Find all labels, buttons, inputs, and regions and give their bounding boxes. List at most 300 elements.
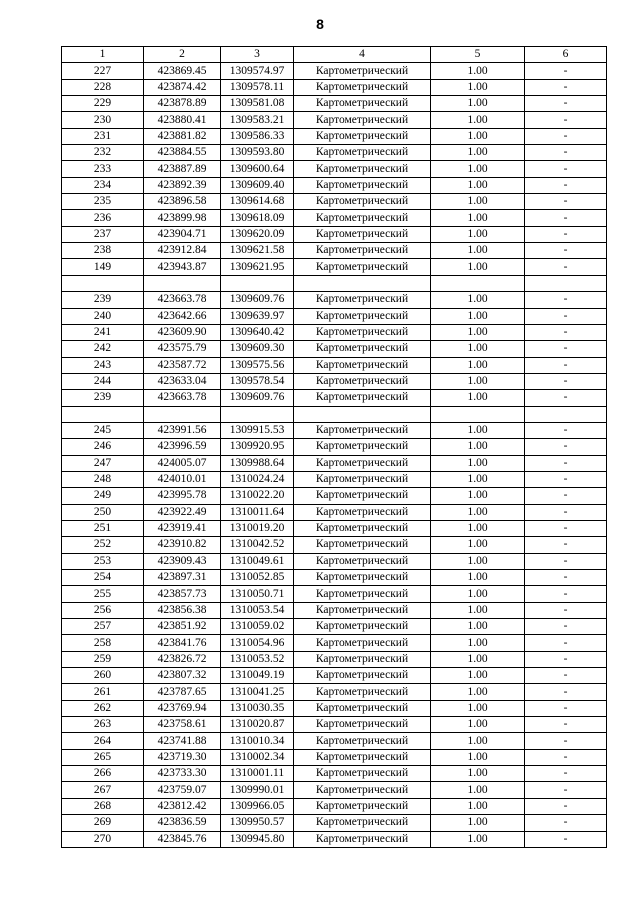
x-coordinate-cell: 423922.49 <box>144 504 221 520</box>
y-coordinate-cell: 1310054.96 <box>221 635 294 651</box>
y-coordinate-cell: 1309990.01 <box>221 782 294 798</box>
accuracy-cell: 1.00 <box>431 177 525 193</box>
x-coordinate-cell: 423845.76 <box>144 831 221 847</box>
method-cell: Картометрический <box>294 79 431 95</box>
point-number-cell: 264 <box>62 733 144 749</box>
accuracy-cell: 1.00 <box>431 619 525 635</box>
point-number-cell <box>62 275 144 291</box>
y-coordinate-cell: 1309609.30 <box>221 341 294 357</box>
note-cell: - <box>525 488 607 504</box>
point-number-cell: 266 <box>62 766 144 782</box>
accuracy-cell: 1.00 <box>431 390 525 406</box>
x-coordinate-cell: 423904.71 <box>144 226 221 242</box>
y-coordinate-cell: 1310050.71 <box>221 586 294 602</box>
point-number-cell: 265 <box>62 749 144 765</box>
point-number-cell: 249 <box>62 488 144 504</box>
method-cell: Картометрический <box>294 422 431 438</box>
accuracy-cell: 1.00 <box>431 161 525 177</box>
accuracy-cell: 1.00 <box>431 504 525 520</box>
point-number-cell: 254 <box>62 570 144 586</box>
y-coordinate-cell: 1309583.21 <box>221 112 294 128</box>
table-row <box>62 324 607 340</box>
method-cell: Картометрический <box>294 798 431 814</box>
point-number-cell: 258 <box>62 635 144 651</box>
y-coordinate-cell: 1310011.64 <box>221 504 294 520</box>
y-coordinate-cell: 1309966.05 <box>221 798 294 814</box>
method-cell: Картометрический <box>294 390 431 406</box>
x-coordinate-cell: 423878.89 <box>144 96 221 112</box>
method-cell: Картометрический <box>294 96 431 112</box>
note-cell: - <box>525 161 607 177</box>
method-cell: Картометрический <box>294 161 431 177</box>
note-cell: - <box>525 324 607 340</box>
note-cell: - <box>525 128 607 144</box>
header-cell-3: 3 <box>221 47 294 63</box>
table-row <box>62 684 607 700</box>
table-row <box>62 782 607 798</box>
note-cell: - <box>525 619 607 635</box>
y-coordinate-cell: 1309578.54 <box>221 373 294 389</box>
table-row <box>62 243 607 259</box>
table-row <box>62 422 607 438</box>
point-number-cell: 149 <box>62 259 144 275</box>
accuracy-cell: 1.00 <box>431 96 525 112</box>
method-cell: Картометрический <box>294 733 431 749</box>
accuracy-cell: 1.00 <box>431 145 525 161</box>
method-cell: Картометрический <box>294 357 431 373</box>
x-coordinate-cell: 423851.92 <box>144 619 221 635</box>
method-cell: Картометрический <box>294 815 431 831</box>
table-row <box>62 63 607 79</box>
table-row <box>62 635 607 651</box>
accuracy-cell: 1.00 <box>431 684 525 700</box>
note-cell: - <box>525 96 607 112</box>
note-cell: - <box>525 602 607 618</box>
accuracy-cell: 1.00 <box>431 700 525 716</box>
coordinates-table <box>61 46 607 848</box>
method-cell: Картометрический <box>294 243 431 259</box>
note-cell: - <box>525 553 607 569</box>
note-cell: - <box>525 717 607 733</box>
point-number-cell: 227 <box>62 63 144 79</box>
table-row <box>62 749 607 765</box>
y-coordinate-cell: 1309581.08 <box>221 96 294 112</box>
x-coordinate-cell: 423874.42 <box>144 79 221 95</box>
x-coordinate-cell: 423733.30 <box>144 766 221 782</box>
point-number-cell: 228 <box>62 79 144 95</box>
y-coordinate-cell <box>221 406 294 422</box>
method-cell: Картометрический <box>294 749 431 765</box>
table-row <box>62 471 607 487</box>
y-coordinate-cell: 1309586.33 <box>221 128 294 144</box>
point-number-cell: 261 <box>62 684 144 700</box>
y-coordinate-cell: 1310020.87 <box>221 717 294 733</box>
note-cell <box>525 275 607 291</box>
accuracy-cell: 1.00 <box>431 259 525 275</box>
point-number-cell: 257 <box>62 619 144 635</box>
method-cell: Картометрический <box>294 194 431 210</box>
point-number-cell: 243 <box>62 357 144 373</box>
method-cell: Картометрический <box>294 684 431 700</box>
accuracy-cell: 1.00 <box>431 815 525 831</box>
y-coordinate-cell: 1309639.97 <box>221 308 294 324</box>
x-coordinate-cell: 423826.72 <box>144 651 221 667</box>
method-cell: Картометрический <box>294 537 431 553</box>
table-row <box>62 406 607 422</box>
y-coordinate-cell: 1310010.34 <box>221 733 294 749</box>
point-number-cell: 270 <box>62 831 144 847</box>
note-cell: - <box>525 570 607 586</box>
accuracy-cell: 1.00 <box>431 79 525 95</box>
accuracy-cell: 1.00 <box>431 553 525 569</box>
method-cell: Картометрический <box>294 651 431 667</box>
accuracy-cell: 1.00 <box>431 831 525 847</box>
method-cell: Картометрический <box>294 439 431 455</box>
y-coordinate-cell: 1310052.85 <box>221 570 294 586</box>
point-number-cell: 267 <box>62 782 144 798</box>
x-coordinate-cell: 423759.07 <box>144 782 221 798</box>
table-row <box>62 766 607 782</box>
point-number-cell: 239 <box>62 292 144 308</box>
y-coordinate-cell: 1309614.68 <box>221 194 294 210</box>
accuracy-cell: 1.00 <box>431 717 525 733</box>
accuracy-cell: 1.00 <box>431 488 525 504</box>
x-coordinate-cell: 423912.84 <box>144 243 221 259</box>
x-coordinate-cell: 423642.66 <box>144 308 221 324</box>
x-coordinate-cell: 423812.42 <box>144 798 221 814</box>
note-cell: - <box>525 226 607 242</box>
accuracy-cell: 1.00 <box>431 537 525 553</box>
y-coordinate-cell: 1309609.76 <box>221 292 294 308</box>
x-coordinate-cell: 423880.41 <box>144 112 221 128</box>
x-coordinate-cell: 423897.31 <box>144 570 221 586</box>
table-row <box>62 292 607 308</box>
method-cell: Картометрический <box>294 520 431 536</box>
table-row <box>62 112 607 128</box>
y-coordinate-cell: 1309988.64 <box>221 455 294 471</box>
point-number-cell: 252 <box>62 537 144 553</box>
note-cell: - <box>525 471 607 487</box>
accuracy-cell: 1.00 <box>431 749 525 765</box>
note-cell: - <box>525 79 607 95</box>
x-coordinate-cell: 423884.55 <box>144 145 221 161</box>
method-cell: Картометрический <box>294 455 431 471</box>
point-number-cell: 238 <box>62 243 144 259</box>
table-row <box>62 210 607 226</box>
header-cell-4: 4 <box>294 47 431 63</box>
point-number-cell: 231 <box>62 128 144 144</box>
method-cell: Картометрический <box>294 63 431 79</box>
y-coordinate-cell: 1309609.76 <box>221 390 294 406</box>
x-coordinate-cell: 423769.94 <box>144 700 221 716</box>
y-coordinate-cell: 1309618.09 <box>221 210 294 226</box>
note-cell: - <box>525 831 607 847</box>
y-coordinate-cell: 1309578.11 <box>221 79 294 95</box>
x-coordinate-cell: 423719.30 <box>144 749 221 765</box>
method-cell: Картометрический <box>294 324 431 340</box>
accuracy-cell: 1.00 <box>431 586 525 602</box>
accuracy-cell: 1.00 <box>431 766 525 782</box>
y-coordinate-cell: 1309593.80 <box>221 145 294 161</box>
method-cell: Картометрический <box>294 700 431 716</box>
x-coordinate-cell: 423892.39 <box>144 177 221 193</box>
method-cell: Картометрический <box>294 619 431 635</box>
y-coordinate-cell: 1310002.34 <box>221 749 294 765</box>
y-coordinate-cell: 1310053.52 <box>221 651 294 667</box>
table-row <box>62 357 607 373</box>
y-coordinate-cell: 1310041.25 <box>221 684 294 700</box>
point-number-cell: 230 <box>62 112 144 128</box>
accuracy-cell: 1.00 <box>431 324 525 340</box>
point-number-cell <box>62 406 144 422</box>
y-coordinate-cell: 1310024.24 <box>221 471 294 487</box>
note-cell: - <box>525 520 607 536</box>
note-cell: - <box>525 373 607 389</box>
table-row <box>62 504 607 520</box>
table-row <box>62 733 607 749</box>
y-coordinate-cell: 1309609.40 <box>221 177 294 193</box>
table-row <box>62 455 607 471</box>
note-cell: - <box>525 112 607 128</box>
accuracy-cell: 1.00 <box>431 733 525 749</box>
table-row <box>62 259 607 275</box>
x-coordinate-cell: 423856.38 <box>144 602 221 618</box>
x-coordinate-cell: 423881.82 <box>144 128 221 144</box>
accuracy-cell: 1.00 <box>431 635 525 651</box>
note-cell: - <box>525 341 607 357</box>
accuracy-cell: 1.00 <box>431 422 525 438</box>
point-number-cell: 236 <box>62 210 144 226</box>
x-coordinate-cell: 423869.45 <box>144 63 221 79</box>
x-coordinate-cell: 423587.72 <box>144 357 221 373</box>
y-coordinate-cell: 1309950.57 <box>221 815 294 831</box>
note-cell: - <box>525 194 607 210</box>
x-coordinate-cell: 423896.58 <box>144 194 221 210</box>
method-cell: Картометрический <box>294 831 431 847</box>
method-cell: Картометрический <box>294 210 431 226</box>
note-cell: - <box>525 292 607 308</box>
accuracy-cell: 1.00 <box>431 112 525 128</box>
note-cell: - <box>525 145 607 161</box>
table-row <box>62 145 607 161</box>
table-row <box>62 815 607 831</box>
note-cell: - <box>525 798 607 814</box>
y-coordinate-cell: 1309945.80 <box>221 831 294 847</box>
y-coordinate-cell: 1309915.53 <box>221 422 294 438</box>
y-coordinate-cell: 1309621.58 <box>221 243 294 259</box>
note-cell: - <box>525 455 607 471</box>
accuracy-cell: 1.00 <box>431 63 525 79</box>
point-number-cell: 247 <box>62 455 144 471</box>
table-row <box>62 177 607 193</box>
x-coordinate-cell: 423919.41 <box>144 520 221 536</box>
y-coordinate-cell: 1309621.95 <box>221 259 294 275</box>
point-number-cell: 255 <box>62 586 144 602</box>
header-cell-1: 1 <box>62 47 144 63</box>
method-cell: Картометрический <box>294 488 431 504</box>
accuracy-cell: 1.00 <box>431 373 525 389</box>
note-cell: - <box>525 308 607 324</box>
accuracy-cell: 1.00 <box>431 520 525 536</box>
method-cell: Картометрический <box>294 570 431 586</box>
table-row <box>62 390 607 406</box>
x-coordinate-cell: 423910.82 <box>144 537 221 553</box>
x-coordinate-cell: 423663.78 <box>144 390 221 406</box>
header-cell-5: 5 <box>431 47 525 63</box>
x-coordinate-cell: 424010.01 <box>144 471 221 487</box>
note-cell: - <box>525 63 607 79</box>
note-cell: - <box>525 210 607 226</box>
y-coordinate-cell: 1310049.19 <box>221 668 294 684</box>
accuracy-cell: 1.00 <box>431 308 525 324</box>
table-row <box>62 226 607 242</box>
point-number-cell: 242 <box>62 341 144 357</box>
method-cell: Картометрический <box>294 177 431 193</box>
method-cell: Картометрический <box>294 782 431 798</box>
table-row <box>62 668 607 684</box>
accuracy-cell: 1.00 <box>431 602 525 618</box>
method-cell: Картометрический <box>294 471 431 487</box>
x-coordinate-cell: 424005.07 <box>144 455 221 471</box>
x-coordinate-cell: 423943.87 <box>144 259 221 275</box>
y-coordinate-cell: 1309574.97 <box>221 63 294 79</box>
y-coordinate-cell: 1309575.56 <box>221 357 294 373</box>
method-cell: Картометрический <box>294 668 431 684</box>
table-row <box>62 308 607 324</box>
point-number-cell: 241 <box>62 324 144 340</box>
note-cell: - <box>525 504 607 520</box>
x-coordinate-cell: 423899.98 <box>144 210 221 226</box>
accuracy-cell: 1.00 <box>431 357 525 373</box>
method-cell: Картометрический <box>294 226 431 242</box>
point-number-cell: 250 <box>62 504 144 520</box>
y-coordinate-cell: 1310022.20 <box>221 488 294 504</box>
point-number-cell: 263 <box>62 717 144 733</box>
table-row <box>62 194 607 210</box>
x-coordinate-cell: 423909.43 <box>144 553 221 569</box>
x-coordinate-cell: 423663.78 <box>144 292 221 308</box>
note-cell: - <box>525 700 607 716</box>
x-coordinate-cell <box>144 406 221 422</box>
table-row <box>62 798 607 814</box>
x-coordinate-cell: 423995.78 <box>144 488 221 504</box>
method-cell: Картометрический <box>294 553 431 569</box>
note-cell <box>525 406 607 422</box>
point-number-cell: 246 <box>62 439 144 455</box>
note-cell: - <box>525 259 607 275</box>
point-number-cell: 245 <box>62 422 144 438</box>
y-coordinate-cell: 1309920.95 <box>221 439 294 455</box>
table-body <box>62 63 607 848</box>
x-coordinate-cell: 423857.73 <box>144 586 221 602</box>
table-row <box>62 831 607 847</box>
y-coordinate-cell <box>221 275 294 291</box>
method-cell: Картометрический <box>294 128 431 144</box>
point-number-cell: 234 <box>62 177 144 193</box>
accuracy-cell: 1.00 <box>431 570 525 586</box>
table-row <box>62 570 607 586</box>
y-coordinate-cell: 1310030.35 <box>221 700 294 716</box>
table-row <box>62 79 607 95</box>
table-row <box>62 651 607 667</box>
point-number-cell: 251 <box>62 520 144 536</box>
x-coordinate-cell: 423836.59 <box>144 815 221 831</box>
accuracy-cell: 1.00 <box>431 798 525 814</box>
accuracy-cell: 1.00 <box>431 455 525 471</box>
header-row <box>62 47 607 63</box>
note-cell: - <box>525 243 607 259</box>
table-row <box>62 128 607 144</box>
y-coordinate-cell: 1310019.20 <box>221 520 294 536</box>
header-cell-6: 6 <box>525 47 607 63</box>
method-cell: Картометрический <box>294 635 431 651</box>
method-cell: Картометрический <box>294 586 431 602</box>
point-number-cell: 248 <box>62 471 144 487</box>
method-cell <box>294 275 431 291</box>
note-cell: - <box>525 586 607 602</box>
accuracy-cell: 1.00 <box>431 341 525 357</box>
x-coordinate-cell: 423609.90 <box>144 324 221 340</box>
method-cell: Картометрический <box>294 602 431 618</box>
note-cell: - <box>525 390 607 406</box>
table-row <box>62 373 607 389</box>
method-cell: Картометрический <box>294 292 431 308</box>
point-number-cell: 262 <box>62 700 144 716</box>
accuracy-cell: 1.00 <box>431 651 525 667</box>
table-row <box>62 161 607 177</box>
point-number-cell: 256 <box>62 602 144 618</box>
accuracy-cell: 1.00 <box>431 439 525 455</box>
table-row <box>62 275 607 291</box>
y-coordinate-cell: 1310001.11 <box>221 766 294 782</box>
table-row <box>62 96 607 112</box>
accuracy-cell: 1.00 <box>431 471 525 487</box>
x-coordinate-cell: 423633.04 <box>144 373 221 389</box>
note-cell: - <box>525 651 607 667</box>
method-cell: Картометрический <box>294 717 431 733</box>
method-cell: Картометрический <box>294 504 431 520</box>
point-number-cell: 239 <box>62 390 144 406</box>
method-cell: Картометрический <box>294 766 431 782</box>
x-coordinate-cell: 423991.56 <box>144 422 221 438</box>
accuracy-cell: 1.00 <box>431 210 525 226</box>
y-coordinate-cell: 1309600.64 <box>221 161 294 177</box>
x-coordinate-cell: 423841.76 <box>144 635 221 651</box>
point-number-cell: 259 <box>62 651 144 667</box>
x-coordinate-cell: 423887.89 <box>144 161 221 177</box>
y-coordinate-cell: 1310049.61 <box>221 553 294 569</box>
accuracy-cell: 1.00 <box>431 128 525 144</box>
point-number-cell: 232 <box>62 145 144 161</box>
y-coordinate-cell: 1309620.09 <box>221 226 294 242</box>
point-number-cell: 244 <box>62 373 144 389</box>
accuracy-cell: 1.00 <box>431 292 525 308</box>
accuracy-cell: 1.00 <box>431 668 525 684</box>
y-coordinate-cell: 1309640.42 <box>221 324 294 340</box>
method-cell: Картометрический <box>294 259 431 275</box>
x-coordinate-cell <box>144 275 221 291</box>
note-cell: - <box>525 635 607 651</box>
method-cell: Картометрический <box>294 373 431 389</box>
accuracy-cell: 1.00 <box>431 226 525 242</box>
note-cell: - <box>525 815 607 831</box>
table-row <box>62 717 607 733</box>
method-cell: Картометрический <box>294 308 431 324</box>
table-row <box>62 619 607 635</box>
method-cell <box>294 406 431 422</box>
note-cell: - <box>525 684 607 700</box>
note-cell: - <box>525 766 607 782</box>
